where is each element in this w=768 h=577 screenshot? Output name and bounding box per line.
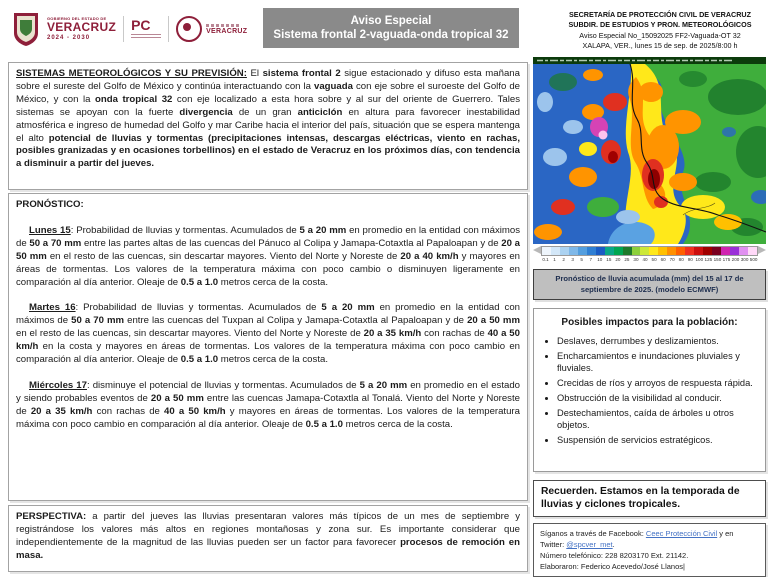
impacts-box bbox=[533, 308, 766, 472]
impact-item: • Deslaves, derrumbes y deslizamientos. bbox=[557, 336, 757, 348]
colorbar-cell bbox=[551, 247, 560, 255]
veracruz-coat-of-arms-icon bbox=[12, 11, 40, 47]
issuer-subdireccion: SUBDIR. DE ESTUDIOS Y PRON. METEOROLÓGICOS bbox=[568, 20, 752, 30]
colorbar-cell bbox=[587, 247, 596, 255]
colorbar-cell bbox=[560, 247, 569, 255]
colorbar-cell bbox=[712, 247, 721, 255]
impacts-list bbox=[542, 336, 757, 447]
advisory-title: Aviso Especial bbox=[350, 15, 432, 27]
impact-item: • Destechamientos, caída de árboles u otros objetos. bbox=[557, 408, 757, 431]
colorbar-cell bbox=[667, 247, 676, 255]
pc-logo-subtext-lines bbox=[131, 34, 161, 40]
colorbar-cell bbox=[658, 247, 667, 255]
reminder-box bbox=[533, 480, 766, 517]
colorbar-cell bbox=[542, 247, 551, 255]
colorbar-cell bbox=[685, 247, 694, 255]
contact-footer-text: Síganos a través de Facebook: Ceec Protección Civil y en Twitter: @spcver_met. Número telefónico: 228 8203170 Ext. 21142. Elaboraron: Federico Acevedo/José Llanos| bbox=[540, 528, 734, 571]
colorbar-left-arrow-icon bbox=[533, 246, 541, 254]
colorbar-cell bbox=[721, 247, 730, 255]
map-caption: Pronóstico de lluvia acumulada (mm) del 15 al 17 de septiembre de 2025. (modelo ECMWF) bbox=[555, 274, 744, 295]
issuer-secretaria: SECRETARÍA DE PROTECCIÓN CIVIL DE VERACRUZ bbox=[569, 10, 751, 19]
colorbar-cell bbox=[640, 247, 649, 255]
impact-item: • Suspensión de servicios estratégicos. bbox=[557, 435, 757, 447]
proteccion-civil-seal bbox=[176, 16, 247, 42]
social-link[interactable]: Ceec Protección Civil bbox=[645, 528, 718, 538]
precipitation-colorbar bbox=[533, 246, 766, 262]
sistemas-meteorologicos-box bbox=[8, 62, 528, 190]
advisory-subtitle: Sistema frontal 2-vaguada-onda tropical 32 bbox=[273, 29, 509, 41]
pronostico-martes: Martes 16: Probabilidad de lluvias y tormentas. Acumulados de 5 a 20 mm en promedio en la entidad con máximos de 50 a 70 mm entre las cuencas del Tuxpan al Colipa y Jamapa-Cotaxtla al Papaloapan y de 20 a 50 mm en el resto de las cuencas, sin descartar mayores. Viento del Norte y Noreste de 20 a 35 km/h con rachas de 40 a 50 km/h en la costa y mayores en áreas de tormentas. Los valores de la temperatura máxima con poco cambio en comparación al día anterior. Oleaje de 0.5 a 1.0 metros cerca de la costa. bbox=[16, 302, 521, 366]
reminder-text: Recuerden. Estamos en la temporada de lluvias y ciclones tropicales. bbox=[541, 485, 740, 511]
colorbar-cell bbox=[578, 247, 587, 255]
pc-logo-text: PC bbox=[131, 17, 151, 33]
colorbar-cell bbox=[730, 247, 739, 255]
advisory-number: Aviso Especial No_15092025 FF2-Vaguada-OT 32 bbox=[579, 30, 741, 40]
colorbar-cell bbox=[632, 247, 641, 255]
gobierno-wordmark bbox=[47, 17, 116, 41]
contact-footer-box bbox=[533, 523, 766, 577]
right-column bbox=[533, 57, 766, 577]
gobierno-line3: 2024 - 2030 bbox=[47, 35, 91, 41]
impact-item: • Encharcamientos e inundaciones pluviales y fluviales. bbox=[557, 351, 757, 374]
pronostico-lunes: Lunes 15: Probabilidad de lluvias y tormentas. Acumulados de 5 a 20 mm en promedio en la entidad con máximos de 50 a 70 mm entre las partes altas de las cuencas del Pánuco al Colipa y Jamapa-Cotaxtla al Papaloapan y de 20 a 50 mm en el resto de las cuencas, sin descartar mayores. Viento del Norte y Noreste de 20 a 40 km/h y mayores en áreas de tormentas. Los valores de la temperatura máxima con poco cambio o disminuyen ligeramente en comparación al día anterior. Oleaje de 0.5 a 1.0 metros cerca de la costa. bbox=[16, 224, 520, 288]
logo-divider bbox=[123, 16, 124, 42]
colorbar-cell bbox=[748, 247, 757, 255]
pc-logo bbox=[131, 18, 161, 40]
precipitation-map-graphic bbox=[533, 57, 766, 244]
logo-divider bbox=[168, 16, 169, 42]
colorbar-cell bbox=[739, 247, 748, 255]
colorbar-cell bbox=[676, 247, 685, 255]
colorbar-cell bbox=[569, 247, 578, 255]
colorbar-cell bbox=[623, 247, 632, 255]
pronostico-heading: PRONÓSTICO: bbox=[16, 199, 84, 210]
colorbar-cell bbox=[694, 247, 703, 255]
gobierno-line1: GOBIERNO DEL ESTADO DE bbox=[47, 16, 107, 21]
seal-label: VERACRUZ bbox=[206, 24, 247, 35]
pronostico-miercoles: Miércoles 17: disminuye el potencial de lluvias y tormentas. Acumulados de 5 a 20 mm en promedio en el estado y siendo probables eventos de 20 a 50 mm entre las cuencas Jamapa-Cotaxtla al Tonalá. Viento del Norte y Noreste de 20 a 35 km/h con rachas de 40 a 50 km/h y mayores en áreas de tormentas. Los valores de la temperatura máxima con poco cambio en comparación al día anterior. Oleaje de 0.5 a 1.0 metros cerca de la costa. bbox=[16, 379, 521, 430]
impacts-title: Posibles impactos para la población: bbox=[561, 316, 738, 328]
perspectiva-box bbox=[8, 505, 528, 572]
impact-item: • Crecidas de ríos y arroyos de respuesta rápida. bbox=[557, 378, 757, 390]
colorbar-cells bbox=[541, 246, 758, 256]
map-caption-box bbox=[533, 269, 766, 300]
gobierno-line2: VERACRUZ bbox=[47, 20, 117, 34]
colorbar-right-arrow-icon bbox=[758, 246, 766, 254]
social-link[interactable]: @spcver_met bbox=[566, 539, 613, 549]
impact-item: • Obstrucción de la visibilidad al conducir. bbox=[557, 393, 757, 405]
colorbar-cell bbox=[703, 247, 712, 255]
colorbar-tick-labels: 0.1 1 2 3 5 7 10 15 20 25 30 40 50 60 70 80 90 100 125 150 175 200 300 500 bbox=[542, 257, 758, 262]
perspectiva-paragraph: PERSPECTIVA: a partir del jueves las lluvias presentaran valores más típicos de un mes de septiembre y registrándose los valores más altos en regiones montañosas y zona sur. Es importante considerar que independientemente de la magnitud de las lluvias pueden ser un factor para favorecer procesos de remoción en masa. bbox=[16, 511, 520, 561]
sistemas-paragraph: SISTEMAS METEOROLÓGICOS Y SU PREVISIÓN: El sistema frontal 2 sigue estacionado y difuso esta mañana sobre el sureste del Golfo de México y continúa interactuando con la vaguada con eje sobre el suroeste del Golfo de México, y con la onda tropical 32 con eje localizado a esta hora sobre y al sur del oriente de Guerrero. Tales sistemas se apoyan con la fuerte divergencia de un gran anticiclón en altura para favorecer inestabilidad atmosférica e ingreso de humedad del Golfo y mar Caribe hacia el interior del país, situación que se espera mantenga el alto potencial de lluvias y tormentas (precipitaciones intensas, descargas eléctricas, viento en rachas, posibles granizadas y en ocasiones torbellinos) en el estado de Veracruz en los próximos días, con tendencia a disminuir a partir del jueves. bbox=[16, 68, 520, 170]
colorbar-cell bbox=[614, 247, 623, 255]
advisory-date: XALAPA, VER., lunes 15 de sep. de 2025/8:00 h bbox=[582, 41, 738, 51]
header-logos bbox=[12, 8, 247, 50]
proteccion-civil-seal-icon bbox=[176, 16, 202, 42]
colorbar-cell bbox=[605, 247, 614, 255]
pronostico-box bbox=[8, 193, 528, 501]
colorbar-cell bbox=[596, 247, 605, 255]
advisory-title-banner bbox=[263, 8, 519, 48]
issuer-block bbox=[558, 10, 762, 52]
colorbar-cell bbox=[649, 247, 658, 255]
